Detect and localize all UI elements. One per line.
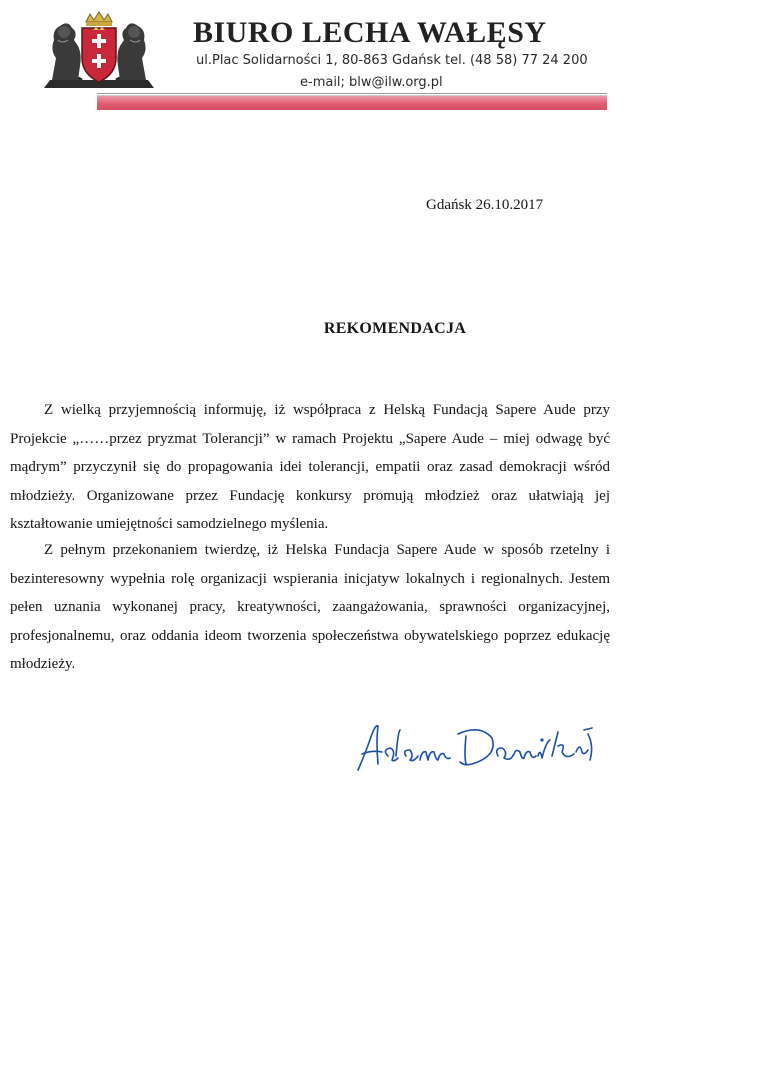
letter-date: Gdańsk 26.10.2017 (426, 197, 544, 213)
paragraph-text: Z pełnym przekonaniem twierdzę, iż Helska Fundacja Sapere Aude w sposób rzetelny i bezinteresowny wypełnia rolę organizacji wspierania inicjatyw lokalnych i regionalnych. Jestem pełen uznania wykonanej pracy, kreatywności, zaangażowania, sprawności organizacyjnej, profesjonalnemu, oraz oddania ideom tworzenia społeczeństwa obywatelskiego poprzez edukację młodzieży. (10, 542, 610, 672)
letterhead-color-band (97, 95, 607, 110)
address-line: ul.Plac Solidarności 1, 80-863 Gdańsk tel. (48 58) 77 24 200 (196, 53, 588, 68)
document-title: REKOMENDACJA (323, 320, 467, 337)
body-paragraph-1 (10, 396, 610, 539)
organization-name: BIURO LECHA WAŁĘSY (193, 16, 547, 49)
handwritten-signature (352, 712, 612, 782)
email-line: e-mail; blw@ilw.org.pl (300, 75, 443, 90)
paragraph-text: Z wielką przyjemnością informuję, iż współpraca z Helską Fundacją Sapere Aude przy Projekcie „……przez pryzmat Tolerancji” w ramach Projektu „Sapere Aude – miej odwagę być mądrym” przyczynił się do propagowania idei tolerancji, empatii oraz zasad demokracji wśród młodzieży. Organizowane przez Fundację konkursy promują młodzież oraz ułatwiają jej kształtowanie umiejętności samodzielnego myślenia. (10, 402, 610, 532)
letterhead-divider-line (97, 93, 607, 94)
body-paragraph-2 (10, 536, 610, 679)
letterhead (0, 0, 764, 120)
gdansk-coat-of-arms-icon (38, 10, 160, 94)
